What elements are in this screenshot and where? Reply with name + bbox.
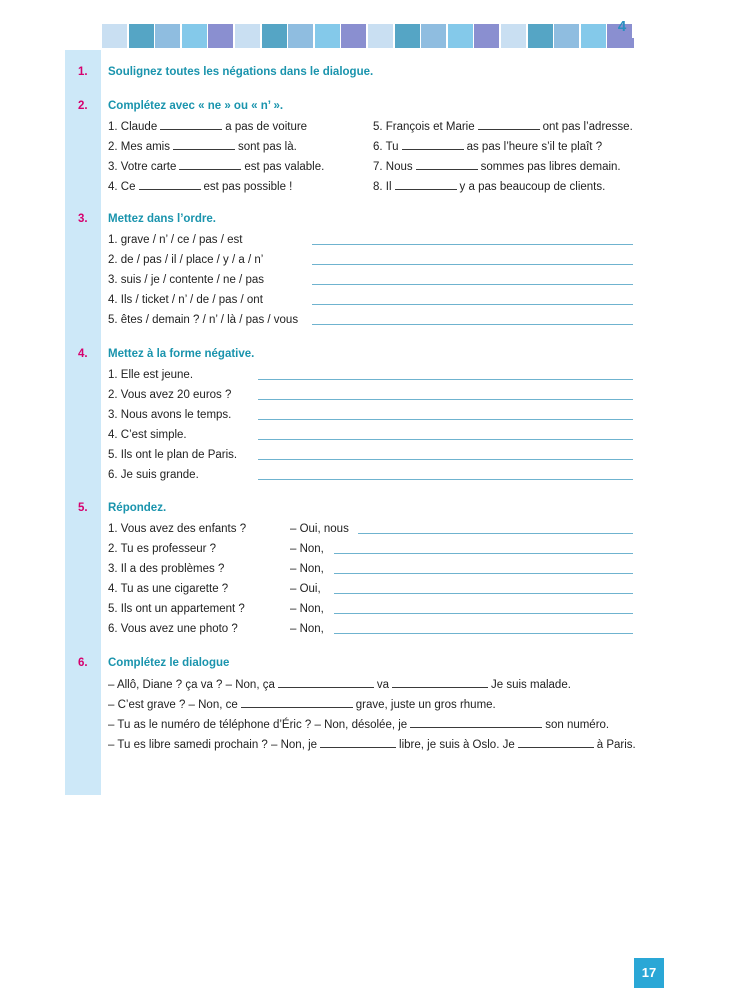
dialogue-line: – Allô, Diane ? ça va ? – Non, ça va Je suis malade. bbox=[108, 679, 571, 691]
dialogue-line: – Tu es libre samedi prochain ? – Non, je libre, je suis à Oslo. Je à Paris. bbox=[108, 739, 636, 751]
exercise-4-item: 3. Nous avons le temps. bbox=[108, 409, 232, 421]
answer-blank[interactable] bbox=[320, 737, 396, 748]
header-tile bbox=[581, 24, 606, 48]
page-number: 17 bbox=[634, 958, 664, 988]
answer-line[interactable] bbox=[258, 399, 633, 400]
header-tile bbox=[102, 24, 127, 48]
exercise-2-item: 2. Mes amis sont pas là. bbox=[108, 141, 297, 153]
exercise-3-title: Mettez dans l’ordre. bbox=[108, 213, 216, 225]
exercise-5-reply: – Oui, nous bbox=[290, 523, 349, 535]
header-tile bbox=[448, 24, 473, 48]
header-tile bbox=[182, 24, 207, 48]
exercise-2-item: 3. Votre carte est pas valable. bbox=[108, 161, 325, 173]
header-tile bbox=[129, 24, 154, 48]
exercise-2-item: 5. François et Marie ont pas l’adresse. bbox=[373, 121, 633, 133]
answer-line[interactable] bbox=[334, 613, 633, 614]
exercise-3-item: 1. grave / n’ / ce / pas / est bbox=[108, 234, 243, 246]
answer-line[interactable] bbox=[312, 244, 633, 245]
exercise-4-item: 1. Elle est jeune. bbox=[108, 369, 194, 381]
exercise-2-title: Complétez avec « ne » ou « n’ ». bbox=[108, 100, 284, 112]
exercise-4-item: 4. C’est simple. bbox=[108, 429, 187, 441]
answer-line[interactable] bbox=[312, 284, 633, 285]
exercise-6-number: 6. bbox=[78, 657, 88, 669]
exercise-1-number: 1. bbox=[78, 66, 88, 78]
dialogue-line: – Tu as le numéro de téléphone d’Éric ? – Non, désolée, je son numéro. bbox=[108, 719, 610, 731]
exercise-6-title: Complétez le dialogue bbox=[108, 657, 230, 669]
answer-line[interactable] bbox=[312, 324, 633, 325]
exercise-1-title: Soulignez toutes les négations dans le dialogue. bbox=[108, 66, 374, 78]
header-tile bbox=[235, 24, 260, 48]
header-tile bbox=[528, 24, 553, 48]
exercise-2-item: 4. Ce est pas possible ! bbox=[108, 181, 293, 193]
exercise-3-item: 2. de / pas / il / place / y / a / n’ bbox=[108, 254, 264, 266]
header-tile bbox=[341, 24, 366, 48]
header-tile bbox=[262, 24, 287, 48]
answer-line[interactable] bbox=[358, 533, 633, 534]
exercise-5-reply: – Non, bbox=[290, 563, 324, 575]
exercise-2-number: 2. bbox=[78, 100, 88, 112]
header-tile bbox=[368, 24, 393, 48]
answer-blank[interactable] bbox=[139, 179, 201, 190]
exercise-5-reply: – Non, bbox=[290, 543, 324, 555]
answer-blank[interactable] bbox=[416, 159, 478, 170]
answer-blank[interactable] bbox=[402, 139, 464, 150]
exercise-2-item: 1. Claude a pas de voiture bbox=[108, 121, 308, 133]
header-tile bbox=[501, 24, 526, 48]
exercise-5-title: Répondez. bbox=[108, 502, 167, 514]
exercise-5-question: 3. Il a des problèmes ? bbox=[108, 563, 225, 575]
exercise-5-reply: – Non, bbox=[290, 603, 324, 615]
answer-blank[interactable] bbox=[478, 119, 540, 130]
exercise-4-title: Mettez à la forme négative. bbox=[108, 348, 255, 360]
answer-line[interactable] bbox=[258, 459, 633, 460]
exercise-4-item: 5. Ils ont le plan de Paris. bbox=[108, 449, 238, 461]
answer-line[interactable] bbox=[258, 439, 633, 440]
header-tile bbox=[315, 24, 340, 48]
header-tile bbox=[421, 24, 446, 48]
exercise-5-question: 2. Tu es professeur ? bbox=[108, 543, 217, 555]
exercise-3-item: 5. êtes / demain ? / n’ / là / pas / vous bbox=[108, 314, 299, 326]
header-tile bbox=[474, 24, 499, 48]
exercise-4-item: 6. Je suis grande. bbox=[108, 469, 199, 481]
sidebar-band bbox=[65, 50, 101, 795]
exercise-4-number: 4. bbox=[78, 348, 88, 360]
exercise-2-item: 8. Il y a pas beaucoup de clients. bbox=[373, 181, 606, 193]
exercise-5-reply: – Oui, bbox=[290, 583, 321, 595]
header-tile bbox=[554, 24, 579, 48]
exercise-3-item: 3. suis / je / contente / ne / pas bbox=[108, 274, 264, 286]
answer-line[interactable] bbox=[258, 379, 633, 380]
header-tile bbox=[208, 24, 233, 48]
answer-line[interactable] bbox=[334, 553, 633, 554]
answer-line[interactable] bbox=[312, 264, 633, 265]
answer-blank[interactable] bbox=[392, 677, 488, 688]
exercise-2-item: 6. Tu as pas l’heure s’il te plaît ? bbox=[373, 141, 603, 153]
answer-line[interactable] bbox=[334, 593, 633, 594]
answer-line[interactable] bbox=[258, 479, 633, 480]
answer-blank[interactable] bbox=[278, 677, 374, 688]
answer-line[interactable] bbox=[312, 304, 633, 305]
answer-blank[interactable] bbox=[518, 737, 594, 748]
exercise-4-item: 2. Vous avez 20 euros ? bbox=[108, 389, 232, 401]
exercise-5-question: 6. Vous avez une photo ? bbox=[108, 623, 238, 635]
exercise-5-question: 5. Ils ont un appartement ? bbox=[108, 603, 245, 615]
answer-blank[interactable] bbox=[410, 717, 542, 728]
answer-blank[interactable] bbox=[173, 139, 235, 150]
answer-line[interactable] bbox=[258, 419, 633, 420]
exercise-5-question: 4. Tu as une cigarette ? bbox=[108, 583, 229, 595]
exercise-5-number: 5. bbox=[78, 502, 88, 514]
exercise-3-item: 4. Ils / ticket / n’ / de / pas / ont bbox=[108, 294, 263, 306]
exercise-5-reply: – Non, bbox=[290, 623, 324, 635]
header-tile bbox=[155, 24, 180, 48]
answer-blank[interactable] bbox=[179, 159, 241, 170]
answer-blank[interactable] bbox=[395, 179, 457, 190]
answer-blank[interactable] bbox=[160, 119, 222, 130]
exercise-5-question: 1. Vous avez des enfants ? bbox=[108, 523, 247, 535]
answer-blank[interactable] bbox=[241, 697, 353, 708]
exercise-3-number: 3. bbox=[78, 213, 88, 225]
header-tile bbox=[288, 24, 313, 48]
header-tile bbox=[395, 24, 420, 48]
answer-line[interactable] bbox=[334, 573, 633, 574]
chapter-number: 4 bbox=[617, 18, 627, 35]
answer-line[interactable] bbox=[334, 633, 633, 634]
exercise-2-item: 7. Nous sommes pas libres demain. bbox=[373, 161, 621, 173]
dialogue-line: – C’est grave ? – Non, ce grave, juste un gros rhume. bbox=[108, 699, 496, 711]
